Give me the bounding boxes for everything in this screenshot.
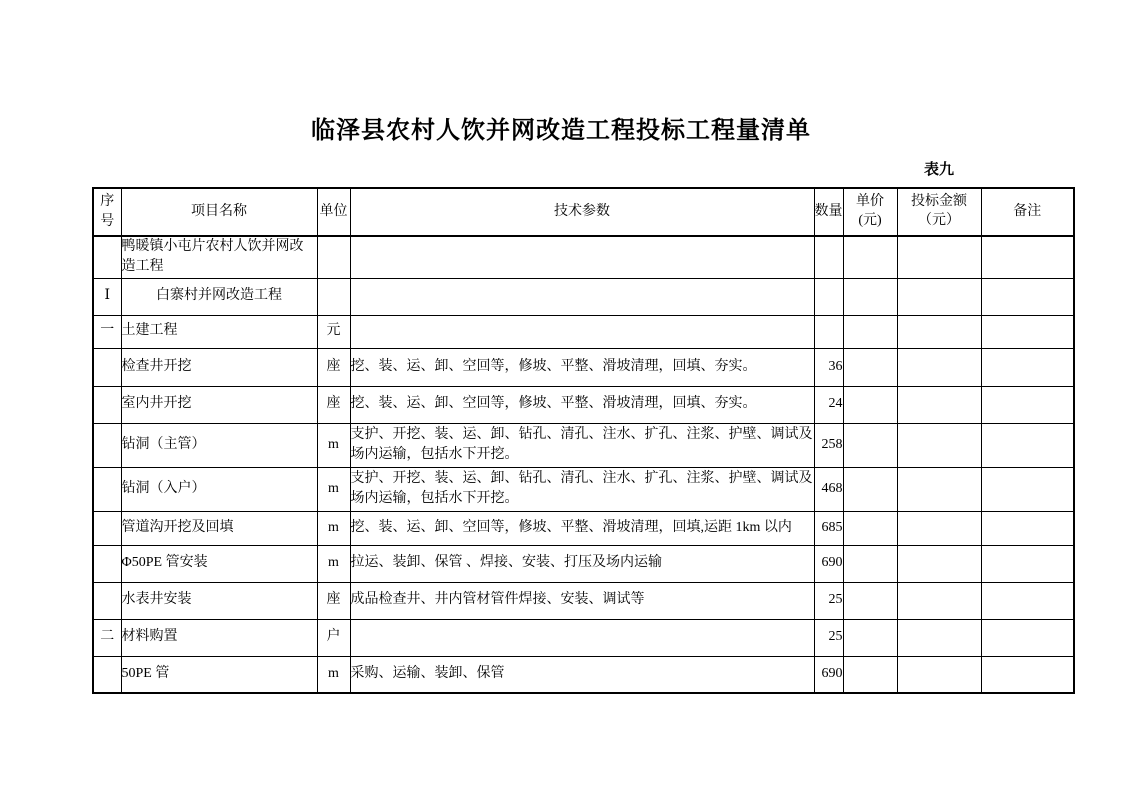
- cell-remark: [981, 582, 1074, 619]
- header-unit-price: [843, 188, 897, 236]
- table-row: [93, 467, 1074, 511]
- header-row: [93, 188, 1074, 236]
- cell-price: [843, 467, 897, 511]
- cell-tech: [350, 236, 814, 278]
- cell-tech: 采购、运输、装卸、保管: [350, 656, 814, 693]
- cell-price: [843, 278, 897, 315]
- page-title: 临泽县农村人饮并网改造工程投标工程量清单: [311, 118, 811, 144]
- cell-price: [843, 511, 897, 545]
- cell-qty: 25: [814, 582, 843, 619]
- cell-tech: [350, 619, 814, 656]
- cell-seq: [93, 348, 121, 386]
- cell-tech: [350, 278, 814, 315]
- header-bid-amount-line1: 投标金额: [911, 194, 967, 210]
- cell-name: 土建工程: [121, 315, 317, 348]
- header-unit-price-line2: (元): [858, 213, 882, 228]
- table-number-label: 表九: [924, 162, 955, 178]
- cell-amount: [897, 467, 981, 511]
- table-row: [93, 582, 1074, 619]
- cell-name: 50PE 管: [121, 656, 317, 693]
- cell-name: 白寨村并网改造工程: [121, 278, 317, 315]
- cell-unit: m: [317, 423, 350, 467]
- header-unit-price-line1: 单价: [856, 194, 884, 210]
- cell-amount: [897, 545, 981, 582]
- cell-price: [843, 545, 897, 582]
- cell-remark: [981, 467, 1074, 511]
- header-remark: 备注: [981, 188, 1074, 236]
- cell-tech: 挖、装、运、卸、空回等，修坡、平整、滑坡清理，回填、夯实。: [350, 348, 814, 386]
- cell-tech: 拉运、装卸、保管 、焊接、安装、打压及场内运输: [350, 545, 814, 582]
- cell-amount: [897, 511, 981, 545]
- cell-qty: 690: [814, 545, 843, 582]
- cell-seq: [93, 423, 121, 467]
- cell-price: [843, 656, 897, 693]
- cell-name: 室内井开挖: [121, 386, 317, 423]
- cell-unit: m: [317, 656, 350, 693]
- cell-price: [843, 386, 897, 423]
- cell-unit: 户: [317, 619, 350, 656]
- cell-unit: m: [317, 545, 350, 582]
- cell-remark: [981, 545, 1074, 582]
- cell-qty: 25: [814, 619, 843, 656]
- table-row: [93, 348, 1074, 386]
- cell-tech: 成品检查井、井内管材管件焊接、安装、调试等: [350, 582, 814, 619]
- cell-qty: 690: [814, 656, 843, 693]
- cell-seq: Ⅰ: [93, 278, 121, 315]
- cell-seq: [93, 467, 121, 511]
- cell-tech: 支护、开挖、装、运、卸、钻孔、清孔、注水、扩孔、注浆、护壁、调试及场内运输，包括水下开挖。: [350, 423, 814, 467]
- cell-seq: 二: [93, 619, 121, 656]
- cell-unit: 座: [317, 386, 350, 423]
- table-row: [93, 619, 1074, 656]
- cell-unit: m: [317, 467, 350, 511]
- cell-amount: [897, 423, 981, 467]
- cell-tech: [350, 315, 814, 348]
- cell-seq: [93, 582, 121, 619]
- cell-qty: 258: [814, 423, 843, 467]
- cell-amount: [897, 348, 981, 386]
- bill-of-quantities-table: [92, 187, 1075, 694]
- table-row: [93, 656, 1074, 693]
- cell-amount: [897, 619, 981, 656]
- cell-name: 检查井开挖: [121, 348, 317, 386]
- cell-amount: [897, 278, 981, 315]
- cell-seq: [93, 656, 121, 693]
- cell-amount: [897, 386, 981, 423]
- cell-unit: 座: [317, 582, 350, 619]
- cell-amount: [897, 315, 981, 348]
- cell-remark: [981, 348, 1074, 386]
- cell-name: 管道沟开挖及回填: [121, 511, 317, 545]
- cell-qty: [814, 315, 843, 348]
- cell-name: Φ50PE 管安装: [121, 545, 317, 582]
- cell-unit: [317, 236, 350, 278]
- cell-unit: 座: [317, 348, 350, 386]
- header-bid-amount: [897, 188, 981, 236]
- cell-price: [843, 236, 897, 278]
- cell-amount: [897, 582, 981, 619]
- cell-unit: [317, 278, 350, 315]
- table-header: [93, 188, 1074, 236]
- boq-table-body: [93, 236, 1074, 693]
- cell-tech: 支护、开挖、装、运、卸、钻孔、清孔、注水、扩孔、注浆、护壁、调试及场内运输，包括水下开挖。: [350, 467, 814, 511]
- cell-seq: [93, 236, 121, 278]
- cell-remark: [981, 236, 1074, 278]
- cell-price: [843, 582, 897, 619]
- cell-name: 材料购置: [121, 619, 317, 656]
- cell-name: 钻洞（主管）: [121, 423, 317, 467]
- cell-qty: [814, 236, 843, 278]
- cell-amount: [897, 656, 981, 693]
- cell-price: [843, 348, 897, 386]
- cell-qty: [814, 278, 843, 315]
- cell-seq: [93, 386, 121, 423]
- cell-seq: 一: [93, 315, 121, 348]
- cell-unit: m: [317, 511, 350, 545]
- cell-name: 钻洞（入户）: [121, 467, 317, 511]
- cell-unit: 元: [317, 315, 350, 348]
- header-item-name: 项目名称: [121, 188, 317, 236]
- table-row: [93, 278, 1074, 315]
- cell-remark: [981, 386, 1074, 423]
- cell-amount: [897, 236, 981, 278]
- cell-price: [843, 315, 897, 348]
- header-bid-amount-line2: （元）: [918, 213, 960, 228]
- cell-qty: 685: [814, 511, 843, 545]
- cell-remark: [981, 656, 1074, 693]
- cell-tech: 挖、装、运、卸、空回等，修坡、平整、滑坡清理，回填,运距 1km 以内: [350, 511, 814, 545]
- cell-name: 鸭暖镇小屯片农村人饮并网改造工程: [121, 236, 317, 278]
- table-row: [93, 545, 1074, 582]
- header-tech-params: 技术参数: [350, 188, 814, 236]
- header-unit: 单位: [317, 188, 350, 236]
- cell-remark: [981, 511, 1074, 545]
- cell-seq: [93, 545, 121, 582]
- cell-price: [843, 619, 897, 656]
- cell-name: 水表井安装: [121, 582, 317, 619]
- cell-qty: 468: [814, 467, 843, 511]
- cell-remark: [981, 315, 1074, 348]
- header-quantity: 数量: [814, 188, 843, 236]
- cell-qty: 24: [814, 386, 843, 423]
- header-seq: 序号: [93, 188, 121, 236]
- cell-seq: [93, 511, 121, 545]
- table-row: [93, 423, 1074, 467]
- cell-tech: 挖、装、运、卸、空回等，修坡、平整、滑坡清理，回填、夯实。: [350, 386, 814, 423]
- cell-price: [843, 423, 897, 467]
- table-row: [93, 386, 1074, 423]
- table-row: [93, 511, 1074, 545]
- table-row: [93, 236, 1074, 278]
- cell-remark: [981, 423, 1074, 467]
- table-row: [93, 315, 1074, 348]
- cell-remark: [981, 278, 1074, 315]
- cell-qty: 36: [814, 348, 843, 386]
- cell-remark: [981, 619, 1074, 656]
